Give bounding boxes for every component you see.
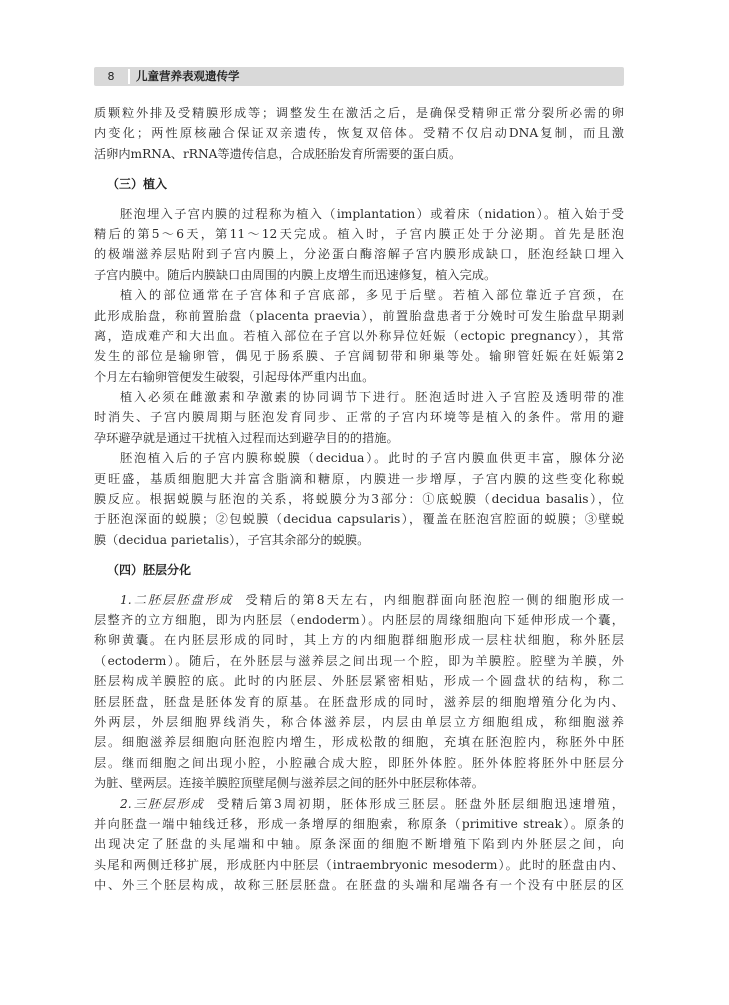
text-line: 膜反应。根据蜕膜与胚泡的关系，将蜕膜分为3部分：①底蜕膜（decidua basalis），位 [94,492,624,507]
text-line: 于胚泡深面的蜕膜；②包蜕膜（decidua capsularis），覆盖在胚泡宫腔面的蜕膜；③壁蜕 [94,512,624,527]
text-line: 称卵黄囊。在内胚层形成的同时，其上方的内细胞群细胞形成一层柱状细胞，称外胚层 [94,633,624,648]
text-line: 内变化；两性原核融合保证双亲遗传，恢复双倍体。受精不仅启动DNA复制，而且激 [94,126,624,141]
text-line: 的极端滋养层贴附到子宫内膜上，分泌蛋白酶溶解子宫内膜形成缺口，胚泡经缺口埋入 [94,247,624,262]
text-line: 为脏、壁两层。连接羊膜腔顶壁尾侧与滋养层之间的胚外中胚层称体蒂。 [94,776,484,791]
text-line: 精后的第5～6天，第11～12天完成。植入时，子宫内膜正处于分泌期。首先是胚泡 [94,226,624,241]
text-line: 膜（decidua parietalis），子宫其余部分的蜕膜。 [94,532,370,547]
text-line: 活卵内mRNA、rRNA等遗传信息，合成胚胎发育所需要的蛋白质。 [94,146,462,161]
text-span: 受精后的第8天左右，内细胞群面向胚泡腔一侧的细胞形成一 [245,592,624,607]
paragraph-hormonal-regulation [94,387,624,448]
text-line: （ectoderm）。随后，在外胚层与滋养层之间出现一个腔，即为羊膜腔。腔壁为羊膜，外 [94,653,624,668]
page-body [94,103,624,895]
paragraph-decidua [94,448,624,550]
text-line: 层整齐的立方细胞，即为内胚层（endoderm）。内胚层的周缘细胞向下延伸形成一个囊， [94,612,624,627]
subsection-title: 1.二胚层胚盘形成 [120,592,234,607]
text-line: 层。细胞滋养层细胞向胚泡腔内增生，形成松散的细胞，充填在胚泡腔内，称胚外中胚 [94,735,624,750]
text-line: 头尾和两侧迁移扩展，形成胚内中胚层（intraembryonic mesoderm）。此时的胚盘由内、 [94,857,624,872]
text-line: 此形成胎盘，称前置胎盘（placenta praevia），前置胎盘患者于分娩时可发生胎盘早期剥 [94,308,624,323]
text-line: 更旺盛，基质细胞肥大并富含脂滴和糖原，内膜进一步增厚，子宫内膜的这些变化称蜕 [94,471,624,486]
text-line: 胚泡植入后的子宫内膜称蜕膜（decidua）。此时的子宫内膜血供更丰富，腺体分泌 [120,451,624,466]
header-divider [128,69,130,84]
text-line: 孕环避孕就是通过干扰植入过程而达到避孕目的的措施。 [94,430,399,445]
section-heading-implantation: （三）植入 [107,177,168,192]
intro-paragraph [94,103,624,164]
text-line: 胚层胚盘，胚盘是胚体发育的原基。在胚盘形成的同时，滋养层的细胞增殖分化为内、 [94,694,624,709]
paragraph-trilaminar-disc [94,794,624,896]
text-line: 胚泡埋入子宫内膜的过程称为植入（implantation）或着床（nidation）。植入始于受 [120,206,624,221]
paragraph-implantation-site [94,285,624,387]
text-span: 受精后第3周初期，胚体形成三胚层。胚盘外胚层细胞迅速增殖， [217,796,624,811]
text-line: 并向胚盘一端中轴线迁移，形成一条增厚的细胞索，称原条（primitive streak）。原条的 [94,816,624,831]
text-line: 层。继而细胞之间出现小腔，小腔融合成大腔，即胚外体腔。胚外体腔将胚外中胚层分 [94,755,624,770]
text-line: 个月左右输卵管便发生破裂，引起母体严重内出血。 [94,369,375,384]
page-number: 8 [107,70,115,83]
text-line: 时消失、子宫内膜周期与胚泡发育同步、正常的子宫内环境等是植入的条件。常用的避 [94,410,624,425]
paragraph-implantation-definition [94,204,624,286]
text-line: 植入必须在雌激素和孕激素的协同调节下进行。胚泡适时进入子宫腔及透明带的准 [120,390,624,405]
text-line: 离，造成难产和大出血。若植入部位在子宫以外称异位妊娠（ectopic pregnancy），其常 [94,328,624,343]
text-line: 发生的部位是输卵管，偶见于肠系膜、子宫阔韧带和卵巢等处。输卵管妊娠在妊娠第2 [94,349,624,364]
subsection-title: 2.三胚层形成 [120,796,205,811]
section-heading-germ-layers: （四）胚层分化 [107,563,192,578]
text-line [94,590,624,610]
text-line: 出现决定了胚盘的头尾端和中轴。原条深面的细胞不断增殖下陷到内外胚层之间，向 [94,837,624,852]
running-header [94,67,624,86]
paragraph-bilaminar-disc [94,590,624,794]
text-line [94,794,624,814]
text-line: 子宫内膜中。随后内膜缺口由周围的内膜上皮增生而迅速修复，植入完成。 [94,267,497,282]
text-line: 质颗粒外排及受精膜形成等；调整发生在激活之后，是确保受精卵正常分裂所必需的卵 [94,106,624,120]
text-line: 中、外三个胚层构成，故称三胚层胚盘。在胚盘的头端和尾端各有一个没有中胚层的区 [94,878,624,893]
book-title: 儿童营养表观遗传学 [136,69,240,83]
text-line: 胚层构成羊膜腔的底。此时的内胚层、外胚层紧密相贴，形成一个圆盘状的结构，称二 [94,674,624,689]
text-line: 外两层，外层细胞界线消失，称合体滋养层，内层由单层立方细胞组成，称细胞滋养 [94,714,624,729]
text-line: 植入的部位通常在子宫体和子宫底部，多见于后壁。若植入部位靠近子宫颈，在 [120,288,624,303]
